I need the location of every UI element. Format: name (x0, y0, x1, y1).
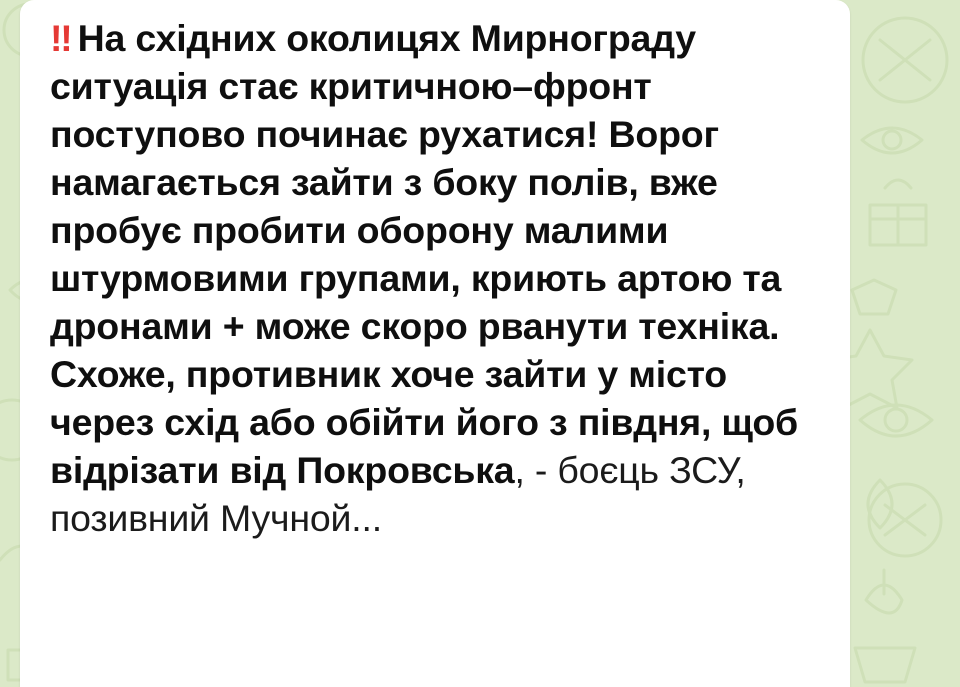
double-exclamation-icon: ‼ (50, 17, 72, 59)
message-body: На східних околицях Мирнограду ситуація стає критичною–фронт поступово починає рухатися! Ворог намагається зайти з боку полів, вже пробує пробити оборону малими штурмовими групами, криють артою та дронами + може скоро рванути техніка. Схоже, противник хоче зайти у місто через схід або обійти його з півдня, щоб відрізати від Покровська (50, 17, 799, 491)
message-attribution: , - боєць ЗСУ, позивний Мучной... (50, 449, 746, 539)
message-bubble[interactable] (20, 0, 850, 687)
message-text (50, 14, 824, 542)
